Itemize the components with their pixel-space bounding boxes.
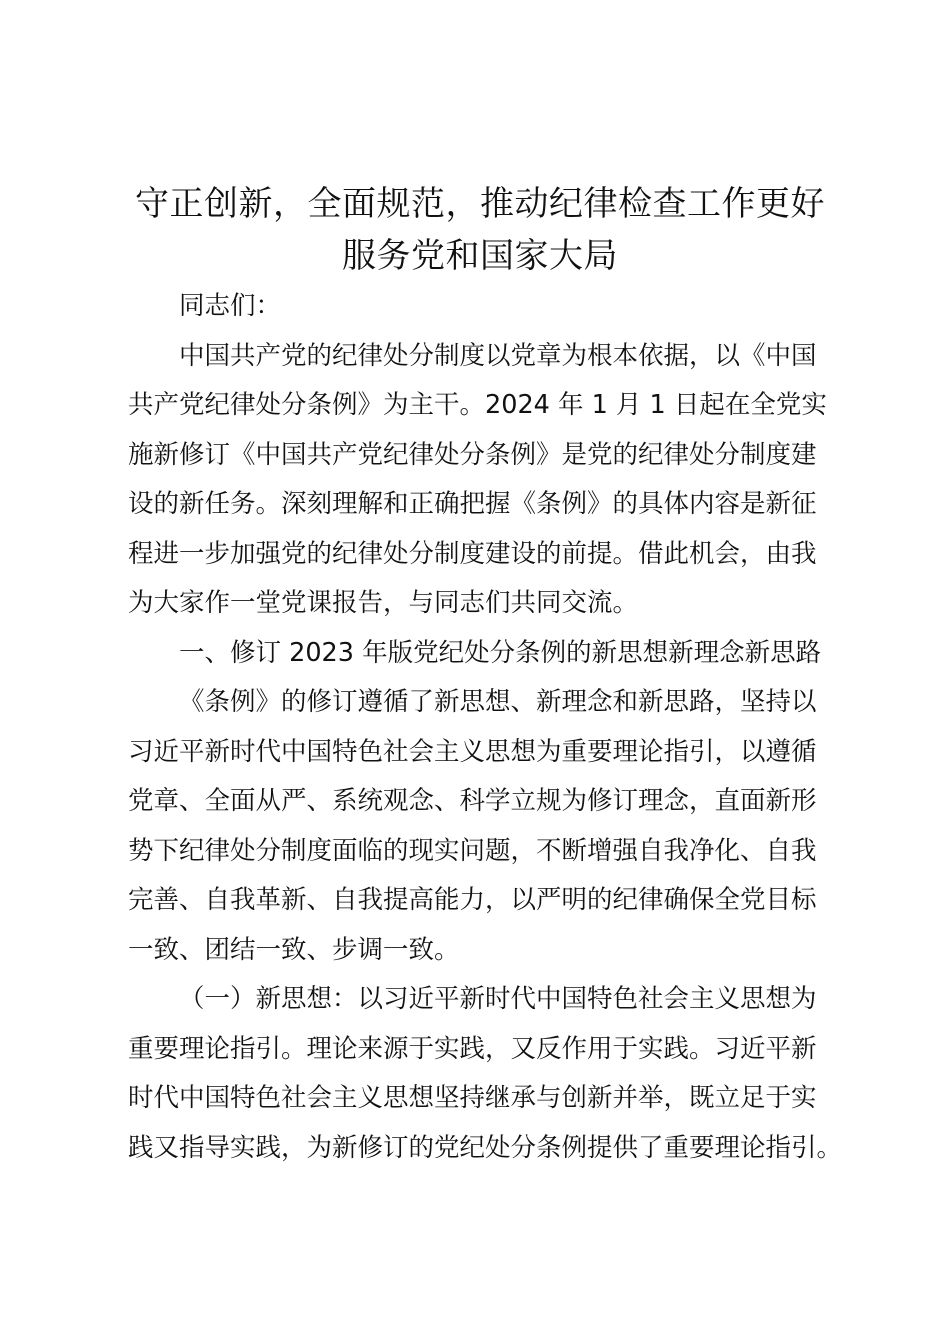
paragraph-line: 一致、团结一致、步调一致。 <box>128 934 460 965</box>
title-line: 服务党和国家大局 <box>342 236 618 276</box>
paragraph-line: 践又指导实践，为新修订的党纪处分条例提供了重要理论指引。 <box>128 1132 843 1163</box>
paragraph-line: 施新修订《中国共产党纪律处分条例》是党的纪律处分制度建 <box>128 439 817 470</box>
paragraph-line: 势下纪律处分制度面临的现实问题，不断增强自我净化、自我 <box>128 835 817 866</box>
paragraph-line: 时代中国特色社会主义思想坚持继承与创新并举，既立足于实 <box>128 1083 817 1113</box>
paragraph-line: （一）新思想：以习近平新时代中国特色社会主义思想为 <box>179 984 817 1014</box>
section-heading <box>128 629 840 679</box>
paragraph-subsection-one <box>128 975 843 1173</box>
document-body <box>128 282 843 1173</box>
paragraph-line: 完善、自我革新、自我提高能力，以严明的纪律确保全党目标 <box>128 885 817 915</box>
section-heading-text: 一、修订 2023 年版党纪处分条例的新思想新理念新思路 <box>179 637 822 668</box>
paragraph-line: 党章、全面从严、系统观念、科学立规为修订理念，直面新形 <box>128 786 817 816</box>
paragraph-line: 中国共产党的纪律处分制度以党章为根本依据，以《中国 <box>179 340 817 371</box>
paragraph-line: 设的新任务。深刻理解和正确把握《条例》的具体内容是新征 <box>128 489 817 519</box>
paragraph-line: 为大家作一堂党课报告，与同志们共同交流。 <box>128 588 639 618</box>
title-line: 守正创新，全面规范，推动纪律检查工作更好 <box>135 184 825 224</box>
paragraph-line: 程进一步加强党的纪律处分制度建设的前提。借此机会，由我 <box>128 538 817 569</box>
paragraph-line: 《条例》的修订遵循了新思想、新理念和新思路，坚持以 <box>179 687 817 717</box>
paragraph-intro <box>128 332 840 629</box>
salutation-text: 同志们： <box>179 291 282 321</box>
document-title <box>120 178 840 282</box>
paragraph-section-one <box>128 678 840 975</box>
salutation <box>128 282 840 332</box>
paragraph-line: 共产党纪律处分条例》为主干。2024 年 1 月 1 日起在全党实 <box>128 390 827 420</box>
paragraph-line: 重要理论指引。理论来源于实践，又反作用于实践。习近平新 <box>128 1033 817 1064</box>
paragraph-line: 习近平新时代中国特色社会主义思想为重要理论指引，以遵循 <box>128 736 817 767</box>
